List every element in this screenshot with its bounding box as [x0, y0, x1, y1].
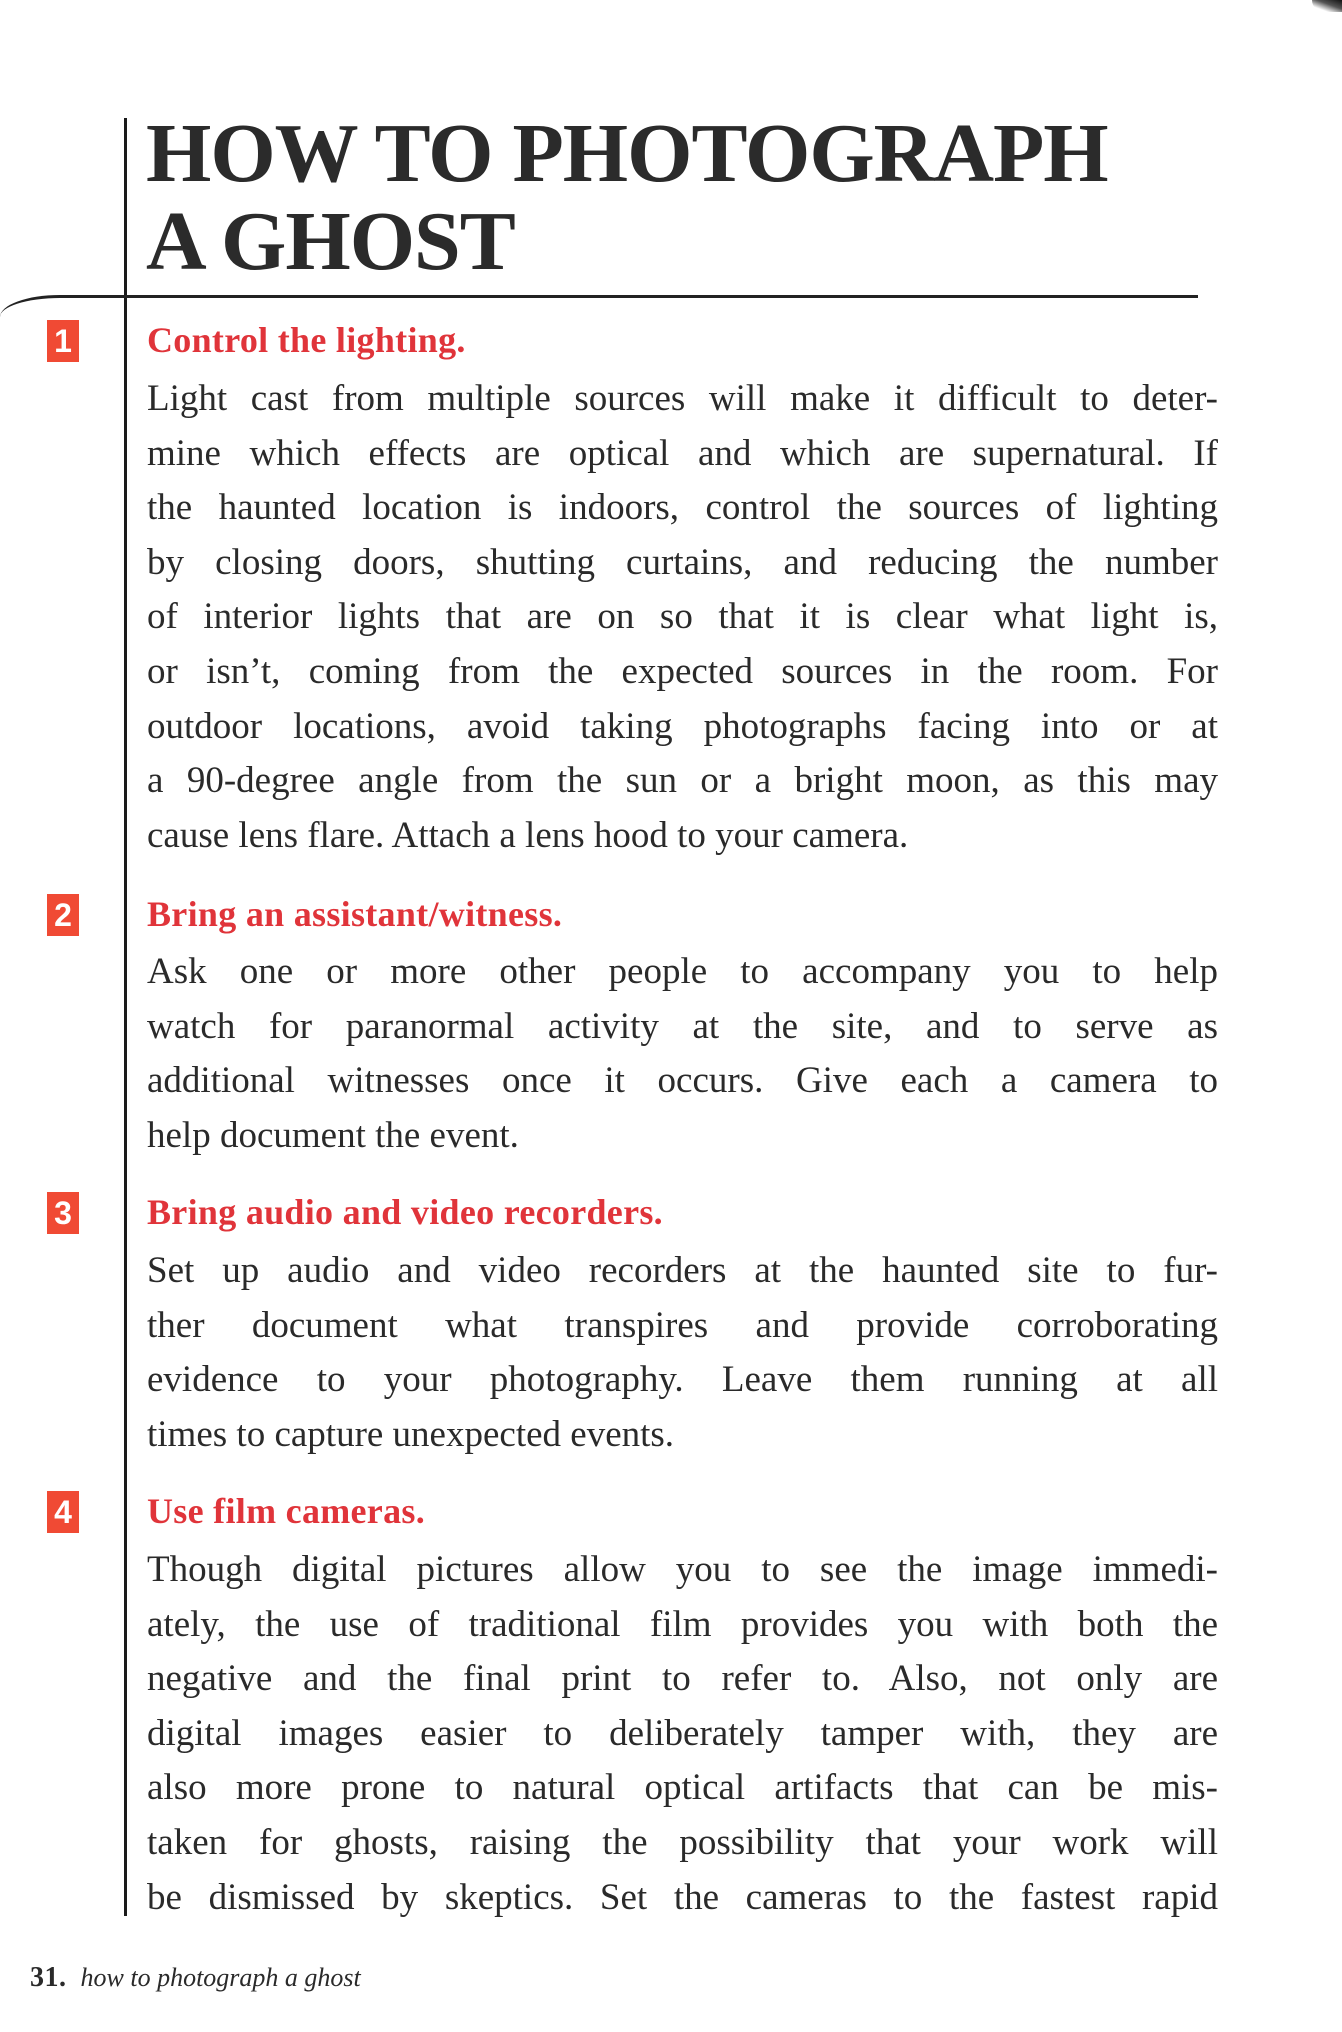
title-rule [124, 295, 1198, 298]
body-line: evidence to your photography. Leave them running at all [147, 1359, 1218, 1401]
page-number: 31. [30, 1962, 67, 1993]
body-line: Ask one or more other people to accompany you to help [147, 951, 1218, 992]
step-number-badge: 4 [47, 1491, 79, 1533]
step-body [147, 1543, 1218, 1925]
body-line: also more prone to natural optical artifacts that can be mis- [147, 1767, 1218, 1809]
step-heading: Control the lighting. [147, 320, 466, 360]
step-number-badge: 2 [47, 894, 79, 936]
vertical-rule [124, 118, 127, 1916]
body-line: the haunted location is indoors, control the sources of lighting [147, 487, 1218, 529]
body-line: mine which effects are optical and which are supernatural. If [147, 432, 1218, 474]
body-line: by closing doors, shutting curtains, and reducing the number [147, 541, 1218, 583]
page-title-line-1: HOW TO PHOTOGRAPH [146, 107, 1108, 200]
body-line: ther document what transpires and provide corroborating [147, 1304, 1218, 1346]
body-line: times to capture unexpected events. [147, 1413, 675, 1455]
step-body [147, 372, 1218, 863]
page-title-line-2: A GHOST [146, 195, 515, 288]
page-title [146, 107, 1226, 288]
body-line: Set up audio and video recorders at the haunted site to fur- [147, 1250, 1218, 1291]
body-line: of interior lights that are on so that it is clear what light is, [147, 596, 1218, 638]
body-line: additional witnesses once it occurs. Give each a camera to [147, 1060, 1218, 1102]
body-line: a 90-degree angle from the sun or a bright moon, as this may [147, 760, 1218, 802]
page-corner-shadow [1312, 0, 1342, 12]
body-line: ately, the use of traditional film provides you with both the [147, 1603, 1218, 1645]
body-line: be dismissed by skeptics. Set the cameras to the fastest rapid [147, 1876, 1218, 1918]
running-title: how to photograph a ghost [80, 1963, 361, 1992]
step-heading: Bring an assistant/witness. [147, 894, 563, 934]
body-line: Light cast from multiple sources will make it difficult to deter- [147, 378, 1218, 419]
body-line: cause lens flare. Attach a lens hood to your camera. [147, 814, 909, 856]
body-line: outdoor locations, avoid taking photographs facing into or at [147, 705, 1218, 747]
step-body [147, 1244, 1218, 1462]
body-line: taken for ghosts, raising the possibility that your work will [147, 1821, 1218, 1863]
step-body [147, 945, 1218, 1163]
step-number-badge: 3 [47, 1192, 79, 1234]
body-line: help document the event. [147, 1114, 519, 1156]
body-line: Though digital pictures allow you to see the image immedi- [147, 1549, 1218, 1590]
body-line: negative and the final print to refer to. Also, not only are [147, 1658, 1218, 1700]
step-heading: Bring audio and video recorders. [147, 1192, 663, 1232]
step-heading: Use film cameras. [147, 1491, 426, 1531]
page-footer [30, 1962, 361, 1994]
body-line: or isn’t, coming from the expected sources in the room. For [147, 650, 1218, 692]
step-number-badge: 1 [47, 320, 79, 362]
body-line: watch for paranormal activity at the site, and to serve as [147, 1005, 1218, 1047]
body-line: digital images easier to deliberately tamper with, they are [147, 1712, 1218, 1754]
